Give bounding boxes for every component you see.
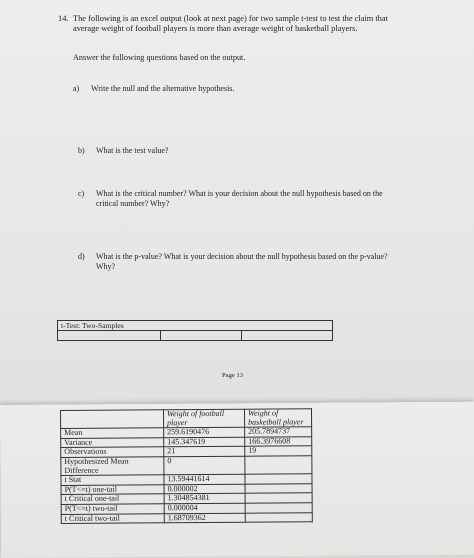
part-text: Write the null and the alternative hypothesis. (91, 84, 235, 93)
table-cell: 145.347619 (164, 437, 245, 447)
table-cell: 205.7894737 (245, 427, 312, 437)
row-label: Variance (61, 438, 164, 448)
row-label: t Critical one-tail (61, 494, 164, 504)
t-test-output-table (60, 408, 313, 524)
table-cell: 0.000004 (164, 503, 245, 513)
table-cell (245, 474, 312, 484)
table-cell: 21 (164, 447, 245, 457)
instruction: Answer the following questions based on the output. (73, 53, 246, 62)
part-text: What is the test value? (96, 146, 169, 155)
table-row (61, 512, 312, 523)
table-cell: 1.68709362 (164, 513, 245, 523)
table-cell (58, 331, 161, 341)
table-cell: 1.304854381 (164, 494, 245, 504)
part-label: d) (78, 252, 85, 261)
question-text: The following is an excel output (look at next page) for two sample t-test to test the claim that average weight of football players is more than average weight of basketball players. (73, 14, 388, 33)
table-cell (245, 503, 312, 513)
part-label: a) (73, 84, 80, 93)
part-label: c) (78, 189, 85, 198)
table-cell (245, 512, 312, 522)
table-cell: 259.6190476 (164, 427, 245, 437)
row-label: Mean (61, 428, 164, 438)
row-label: t Critical two-tail (61, 513, 164, 523)
part-b (78, 146, 396, 156)
table-cell: 0.000002 (164, 484, 245, 494)
table-cell: 19 (245, 446, 312, 456)
part-text: What is the p-value? What is your decision about the null hypothesis based on the p-value? Why? (96, 252, 388, 271)
table-cell (245, 493, 312, 503)
table-cell (245, 456, 312, 475)
table-cell (245, 483, 312, 493)
table-cell: 0 (164, 456, 245, 475)
row-label: P(T<=t) two-tail (61, 504, 164, 514)
row-label: P(T<=t) one-tail (61, 485, 164, 495)
header-cell (61, 410, 164, 429)
row-label: Observations (61, 447, 164, 457)
row-label: t Stat (61, 475, 164, 485)
table-cell (161, 331, 242, 341)
row-label: Hypothesized Mean Difference (61, 457, 164, 476)
page-number: Page 13 (222, 372, 244, 379)
question-number: 14. (58, 14, 69, 23)
part-d (78, 252, 396, 271)
part-a (73, 84, 391, 94)
table-cell (242, 331, 333, 341)
part-label: b) (78, 146, 85, 155)
t-test-header-table (57, 320, 333, 341)
header-cell: Weight of football player (164, 409, 245, 428)
part-c (78, 189, 396, 208)
table-cell: 13.59441614 (164, 474, 245, 484)
part-text: What is the critical number? What is your decision about the null hypothesis based on the critical number? Why? (96, 189, 383, 208)
t-test-title: t-Test: Two-Samples (58, 321, 333, 331)
header-cell: Weight of basketball player (244, 409, 311, 428)
table-row (61, 456, 312, 476)
table-cell: 166.3976608 (245, 437, 312, 447)
